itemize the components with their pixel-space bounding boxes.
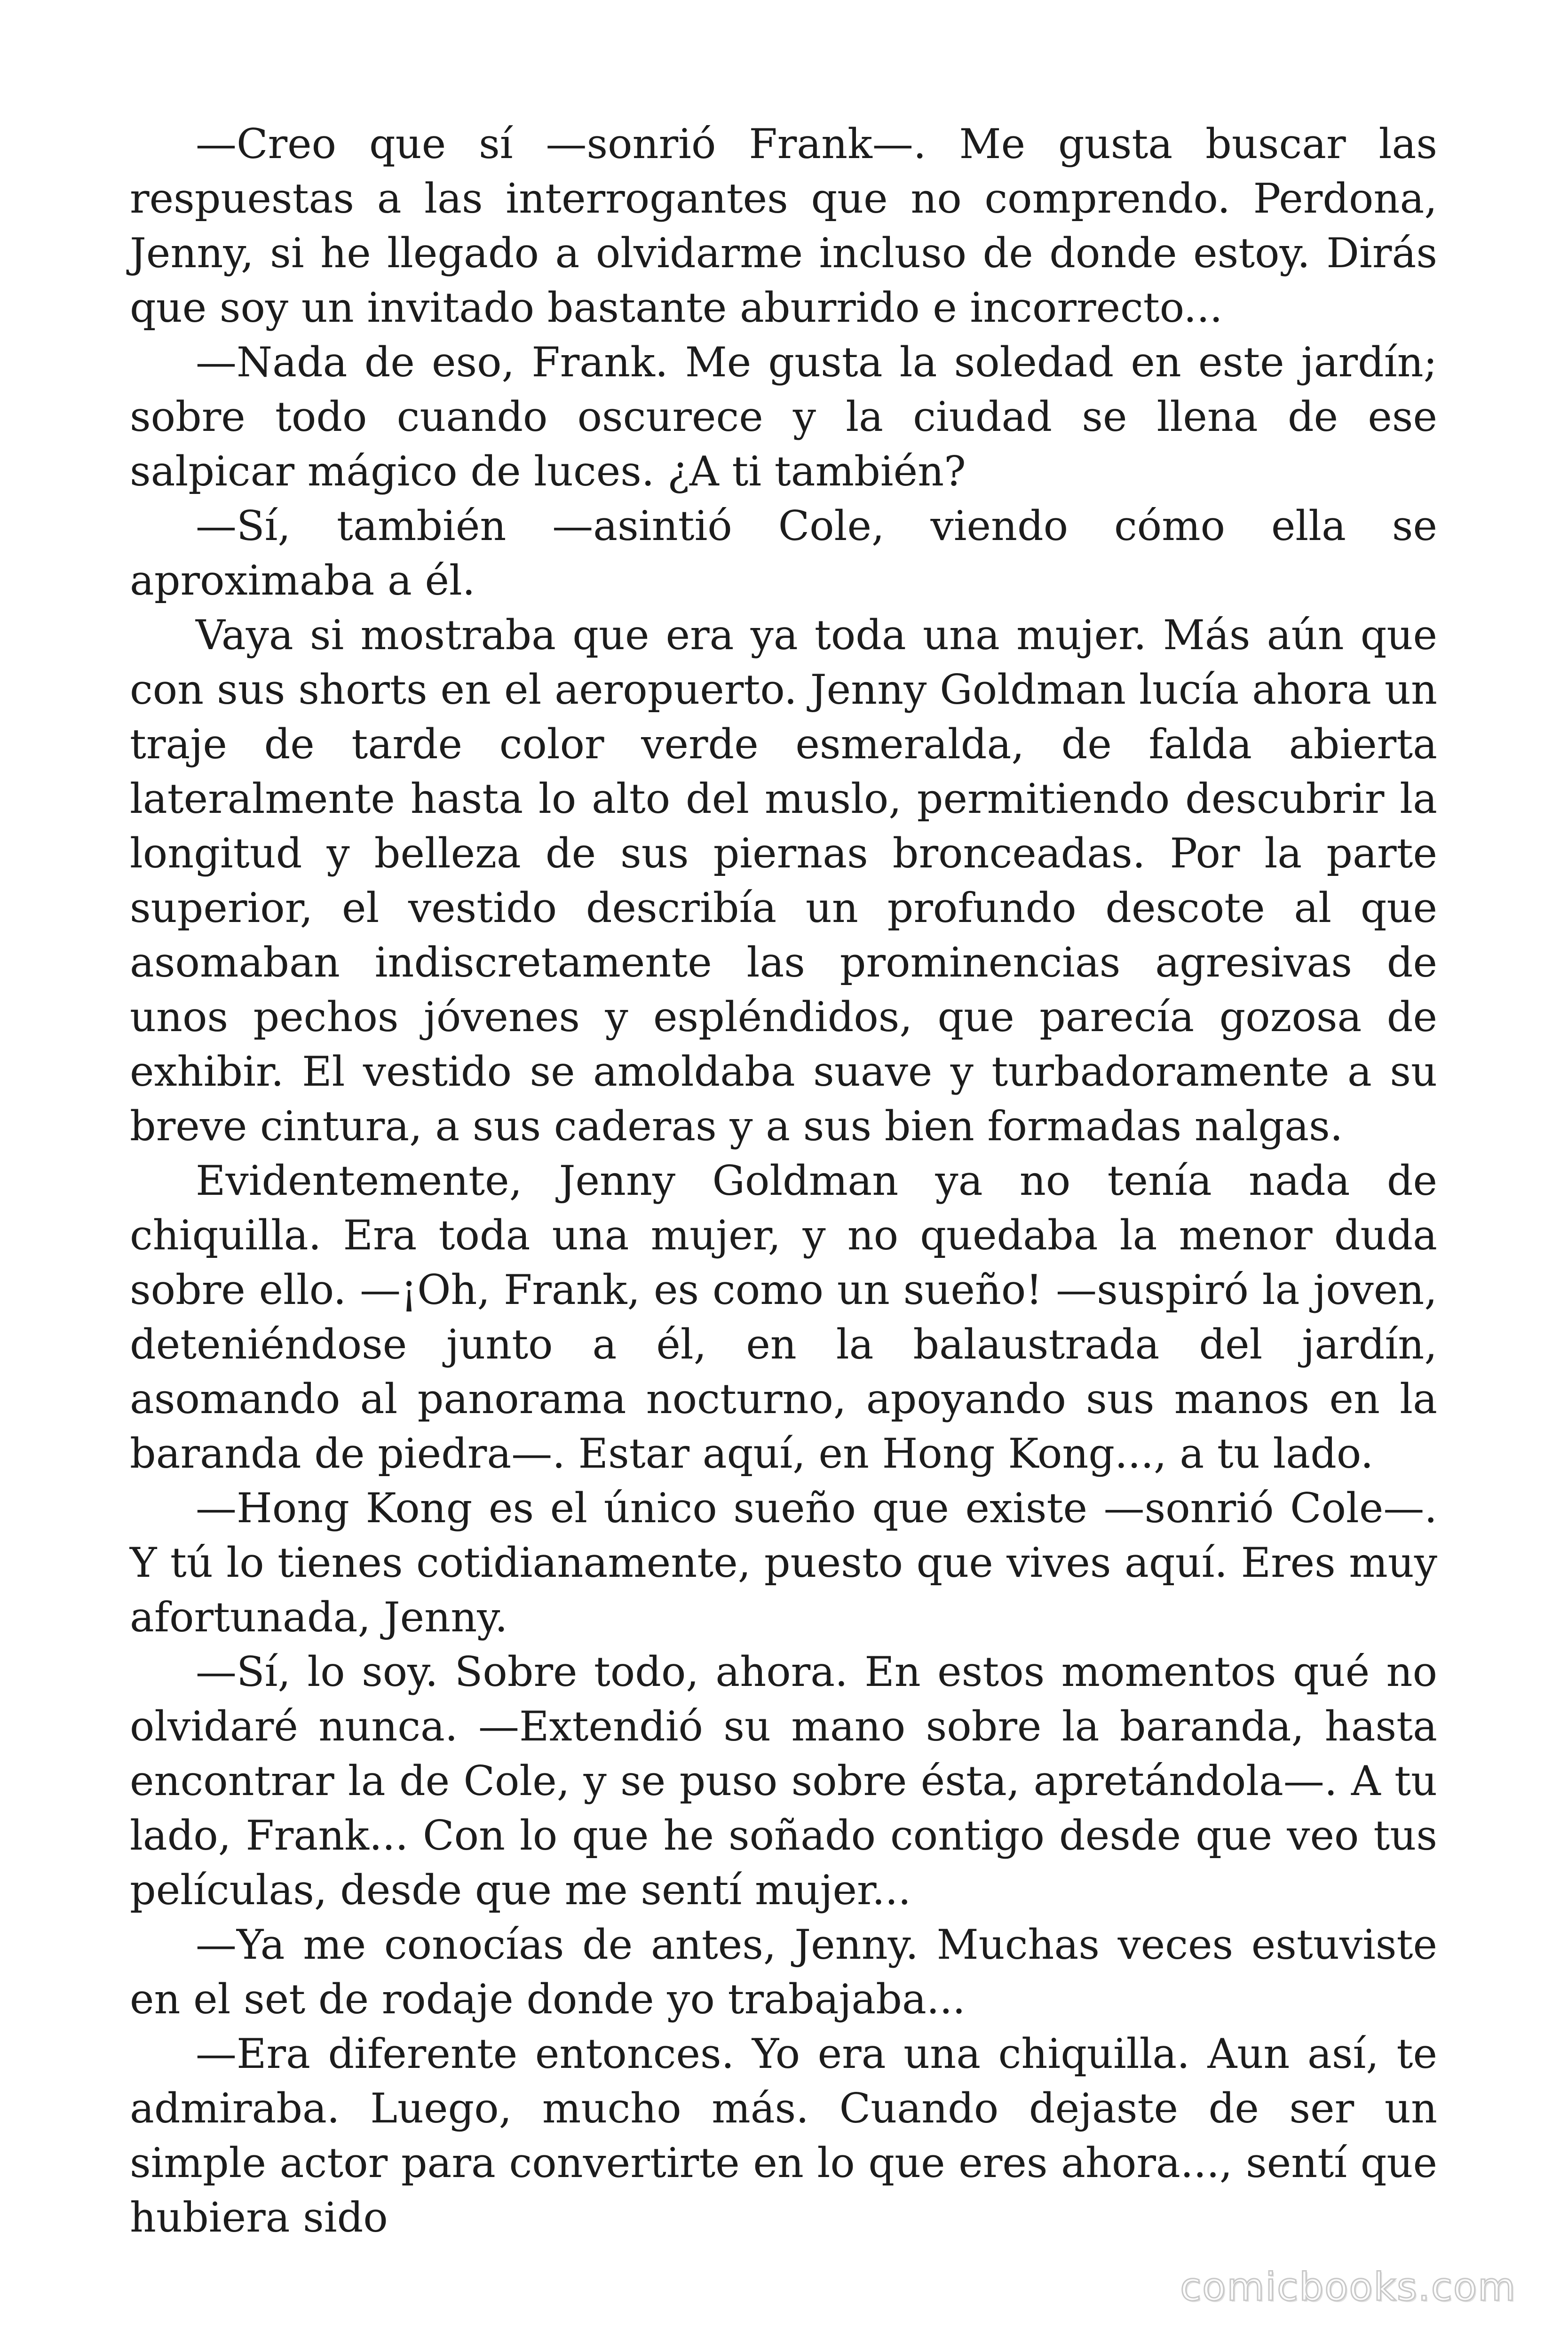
paragraph-1: —Creo que sí —sonrió Frank—. Me gusta buscar las respuestas a las interrogantes que no comprendo. Perdona, Jenny, si he llegado a olvidarme incluso de donde estoy. Dirás que soy un invitado bastante aburrido e incorrecto... xyxy=(130,120,1437,332)
paragraph-9: —Era diferente entonces. Yo era una chiquilla. Aun así, te admiraba. Luego, mucho más. Cuando dejaste de ser un simple actor para convertirte en lo que eres ahora..., sentí que hubiera sido xyxy=(130,2030,1437,2241)
paragraph-7: —Sí, lo soy. Sobre todo, ahora. En estos momentos qué no olvidaré nunca. —Extendió su mano sobre la baranda, hasta encontrar la de Cole, y se puso sobre ésta, apretándola—. A tu lado, Frank... Con lo que he soñado contigo desde que veo tus películas, desde que me sentí mujer... xyxy=(130,1648,1437,1914)
paragraph-8: —Ya me conocías de antes, Jenny. Muchas veces estuviste en el set de rodaje donde yo trabajaba... xyxy=(130,1921,1437,2023)
document-page xyxy=(130,117,1437,2241)
paragraph-4: Vaya si mostraba que era ya toda una mujer. Más aún que con sus shorts en el aeropuerto. Jenny Goldman lucía ahora un traje de tarde color verde esmeralda, de falda abierta lateralmente hasta lo alto del muslo, permitiendo descubrir la longitud y belleza de sus piernas bronceadas. Por la parte superior, el vestido describía un profundo descote al que asomaban indiscretamente las prominencias agresivas de unos pechos jóvenes y espléndidos, que parecía gozosa de exhibir. El vestido se amoldaba suave y turbadoramente a su breve cintura, a sus caderas y a sus bien formadas nalgas. xyxy=(130,611,1437,1150)
paragraph-6: —Hong Kong es el único sueño que existe —sonrió Cole—. Y tú lo tienes cotidianamente, puesto que vives aquí. Eres muy afortunada, Jenny. xyxy=(130,1484,1437,1641)
paragraph-2: —Nada de eso, Frank. Me gusta la soledad en este jardín; sobre todo cuando oscurece y la ciudad se llena de ese salpicar mágico de luces. ¿A ti también? xyxy=(130,338,1437,495)
watermark-text: comicbooks.com xyxy=(1180,2265,1516,2310)
paragraph-5: Evidentemente, Jenny Goldman ya no tenía nada de chiquilla. Era toda una mujer, y no quedaba la menor duda sobre ello. —¡Oh, Frank, es como un sueño! —suspiró la joven, deteniéndose junto a él, en la balaustrada del jardín, asomando al panorama nocturno, apoyando sus manos en la baranda de piedra—. Estar aquí, en Hong Kong..., a tu lado. xyxy=(130,1157,1437,1478)
paragraph-3: —Sí, también —asintió Cole, viendo cómo ella se aproximaba a él. xyxy=(130,502,1437,604)
